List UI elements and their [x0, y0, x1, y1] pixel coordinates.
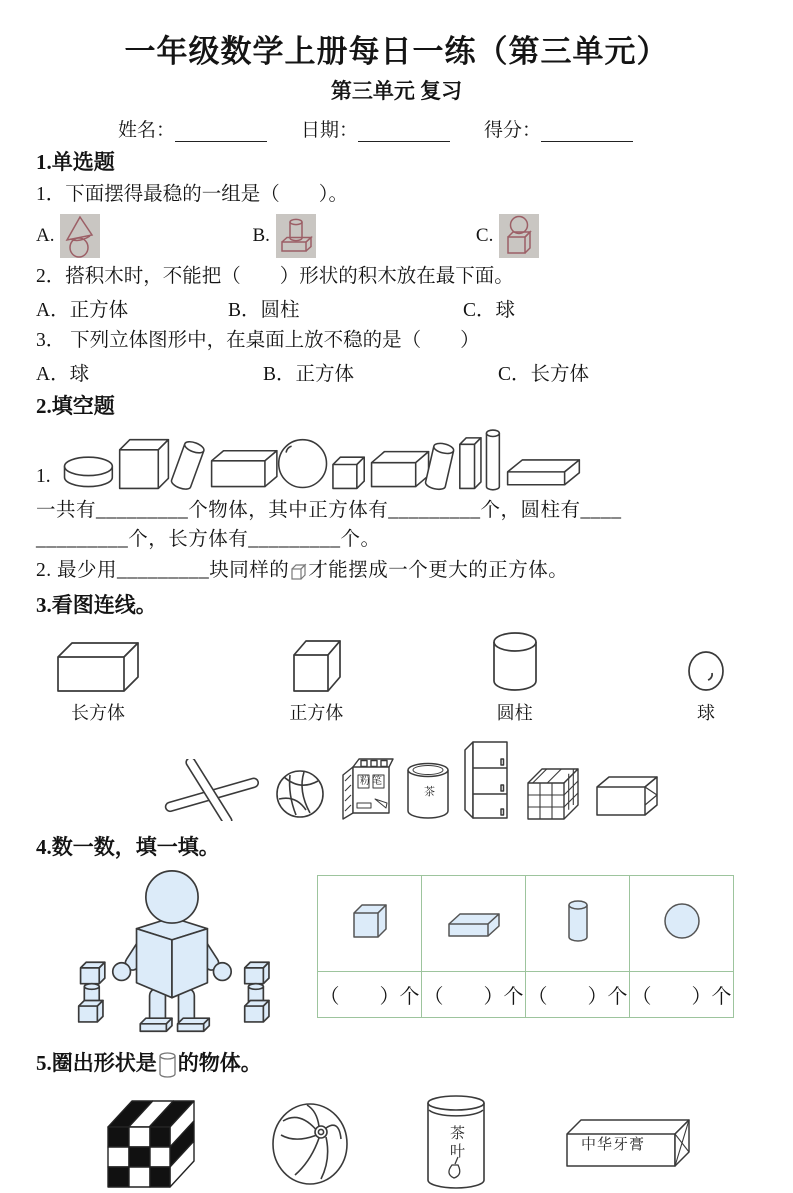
sphere-on-cube-image [499, 214, 539, 258]
cylinder-target-icon [158, 1051, 177, 1079]
cuboid-shape-image [54, 629, 142, 693]
cube-shape-image [288, 633, 344, 693]
s2-q1-line1: 一共有_________个物体，其中正方体有_________个，圆柱有____ [36, 500, 622, 521]
s2-q1-number: 1. [36, 466, 51, 487]
date-field [301, 115, 450, 142]
s1-q1-option-c [476, 214, 539, 258]
s1-q2-text: 2．搭积木时，不能把（ ）形状的积木放在最下面。 [36, 266, 514, 287]
beach-ball-image [269, 1099, 353, 1187]
s3-objects-row [158, 739, 757, 821]
s1-q2-option-c: C．球 [463, 300, 516, 321]
pencils-image [158, 759, 263, 821]
tea-leaf-can-image [424, 1093, 488, 1193]
s1-q1-option-a [36, 214, 100, 258]
section4-heading: 4.数一数，填一填。 [36, 835, 220, 859]
cube-label: 正方体 [289, 703, 344, 723]
cylinder-count: （ ）个 [526, 972, 630, 1018]
robot-image [54, 869, 289, 1035]
cylinder-icon [565, 932, 591, 949]
shapes-strip-image [59, 422, 583, 496]
score-field [484, 115, 633, 142]
carton-box-image [593, 773, 659, 821]
count-cell-cylinder [526, 876, 630, 972]
option-c-label: C. [475, 225, 494, 246]
section5-heading [36, 1047, 757, 1079]
name-blank [175, 122, 267, 142]
count-table [317, 875, 734, 1018]
section3-heading: 3.看图连线。 [36, 593, 157, 617]
s1-q2-option-a: A．正方体 [36, 300, 129, 321]
s1-q1-text: 1．下面摆得最稳的一组是（ ）。 [36, 184, 349, 205]
checkered-cube-image [102, 1093, 198, 1193]
refrigerator-image [461, 739, 511, 821]
sphere-shape-image [685, 649, 727, 693]
page-subtitle: 第三单元 复习 [330, 79, 463, 103]
s2-q2-line [36, 556, 757, 585]
s5-heading-post: 的物体。 [177, 1051, 262, 1075]
tea-can-image [406, 761, 450, 821]
s2-q2-text-post: 才能摆成一个更大的正方体。 [308, 560, 569, 581]
date-blank [358, 122, 450, 142]
cuboid-count: （ ）个 [422, 972, 526, 1018]
s2-q1-line2: _________个，长方体有_________个。 [36, 529, 381, 550]
s1-q2-option-b: B．圆柱 [228, 300, 300, 321]
s1-q1-option-b [252, 214, 315, 258]
s1-q2-options [36, 294, 757, 322]
volleyball-image [274, 765, 326, 821]
name-label: 姓名： [118, 120, 176, 141]
cylinder-shape-image [491, 631, 539, 693]
option-a-label: A. [36, 225, 55, 246]
toothpaste-box-label: 中华牙膏 [581, 1137, 646, 1154]
cylinder-label: 圆柱 [496, 703, 533, 723]
s2-q2-text-pre: 2. 最少用_________块同样的 [36, 560, 290, 581]
section1-heading: 1.单选题 [36, 150, 115, 174]
sphere-icon [662, 928, 702, 945]
count-cell-sphere [630, 876, 734, 972]
s2-q1-row [36, 422, 757, 496]
small-cube-icon [290, 563, 307, 581]
chalk-box-image [337, 751, 395, 821]
s1-q3-option-c: C．长方体 [498, 364, 590, 385]
section2-heading: 2.填空题 [36, 394, 115, 418]
tea-leaf-can-label: 茶叶 [448, 1125, 464, 1162]
name-field [118, 115, 267, 142]
score-blank [541, 122, 633, 142]
sphere-count: （ ）个 [630, 972, 734, 1018]
score-label: 得分： [484, 120, 542, 141]
s1-q3-option-a: A．球 [36, 364, 90, 385]
cube-count: （ ）个 [318, 972, 422, 1018]
cuboid-label: 长方体 [71, 703, 125, 723]
tea-can-label: 茶 [424, 786, 435, 798]
s4-content [36, 869, 757, 1035]
s1-q3-options [36, 358, 757, 386]
chalk-box-label: 粉笔 [360, 776, 384, 787]
s3-shape-row [36, 619, 757, 725]
sphere-label: 球 [696, 703, 715, 723]
rubiks-cube-image [522, 761, 582, 821]
cuboid-icon [445, 926, 503, 943]
s1-q3-text: 3． 下列立体图形中，在桌面上放不稳的是（ ） [36, 330, 480, 351]
s3-shape-cube [288, 633, 344, 725]
s5-objects-row [102, 1093, 697, 1193]
s5-heading-pre: 5.圈出形状是 [36, 1051, 157, 1075]
page-title: 一年级数学上册每日一练（第三单元） [124, 34, 669, 69]
cone-on-sphere-image [60, 214, 100, 258]
header-fields [118, 115, 757, 142]
s3-shape-cylinder [491, 631, 539, 725]
count-cell-cube [318, 876, 422, 972]
s3-shape-sphere [685, 649, 727, 725]
s3-shape-cuboid [54, 629, 142, 725]
count-cell-cuboid [422, 876, 526, 972]
cube-icon [347, 931, 393, 948]
s1-q3-option-b: B．正方体 [263, 364, 355, 385]
toothpaste-box-image [559, 1112, 697, 1174]
cylinder-on-cuboid-image [276, 214, 316, 258]
s1-q1-options [36, 214, 757, 258]
option-b-label: B. [252, 225, 270, 246]
date-label: 日期： [301, 120, 359, 141]
